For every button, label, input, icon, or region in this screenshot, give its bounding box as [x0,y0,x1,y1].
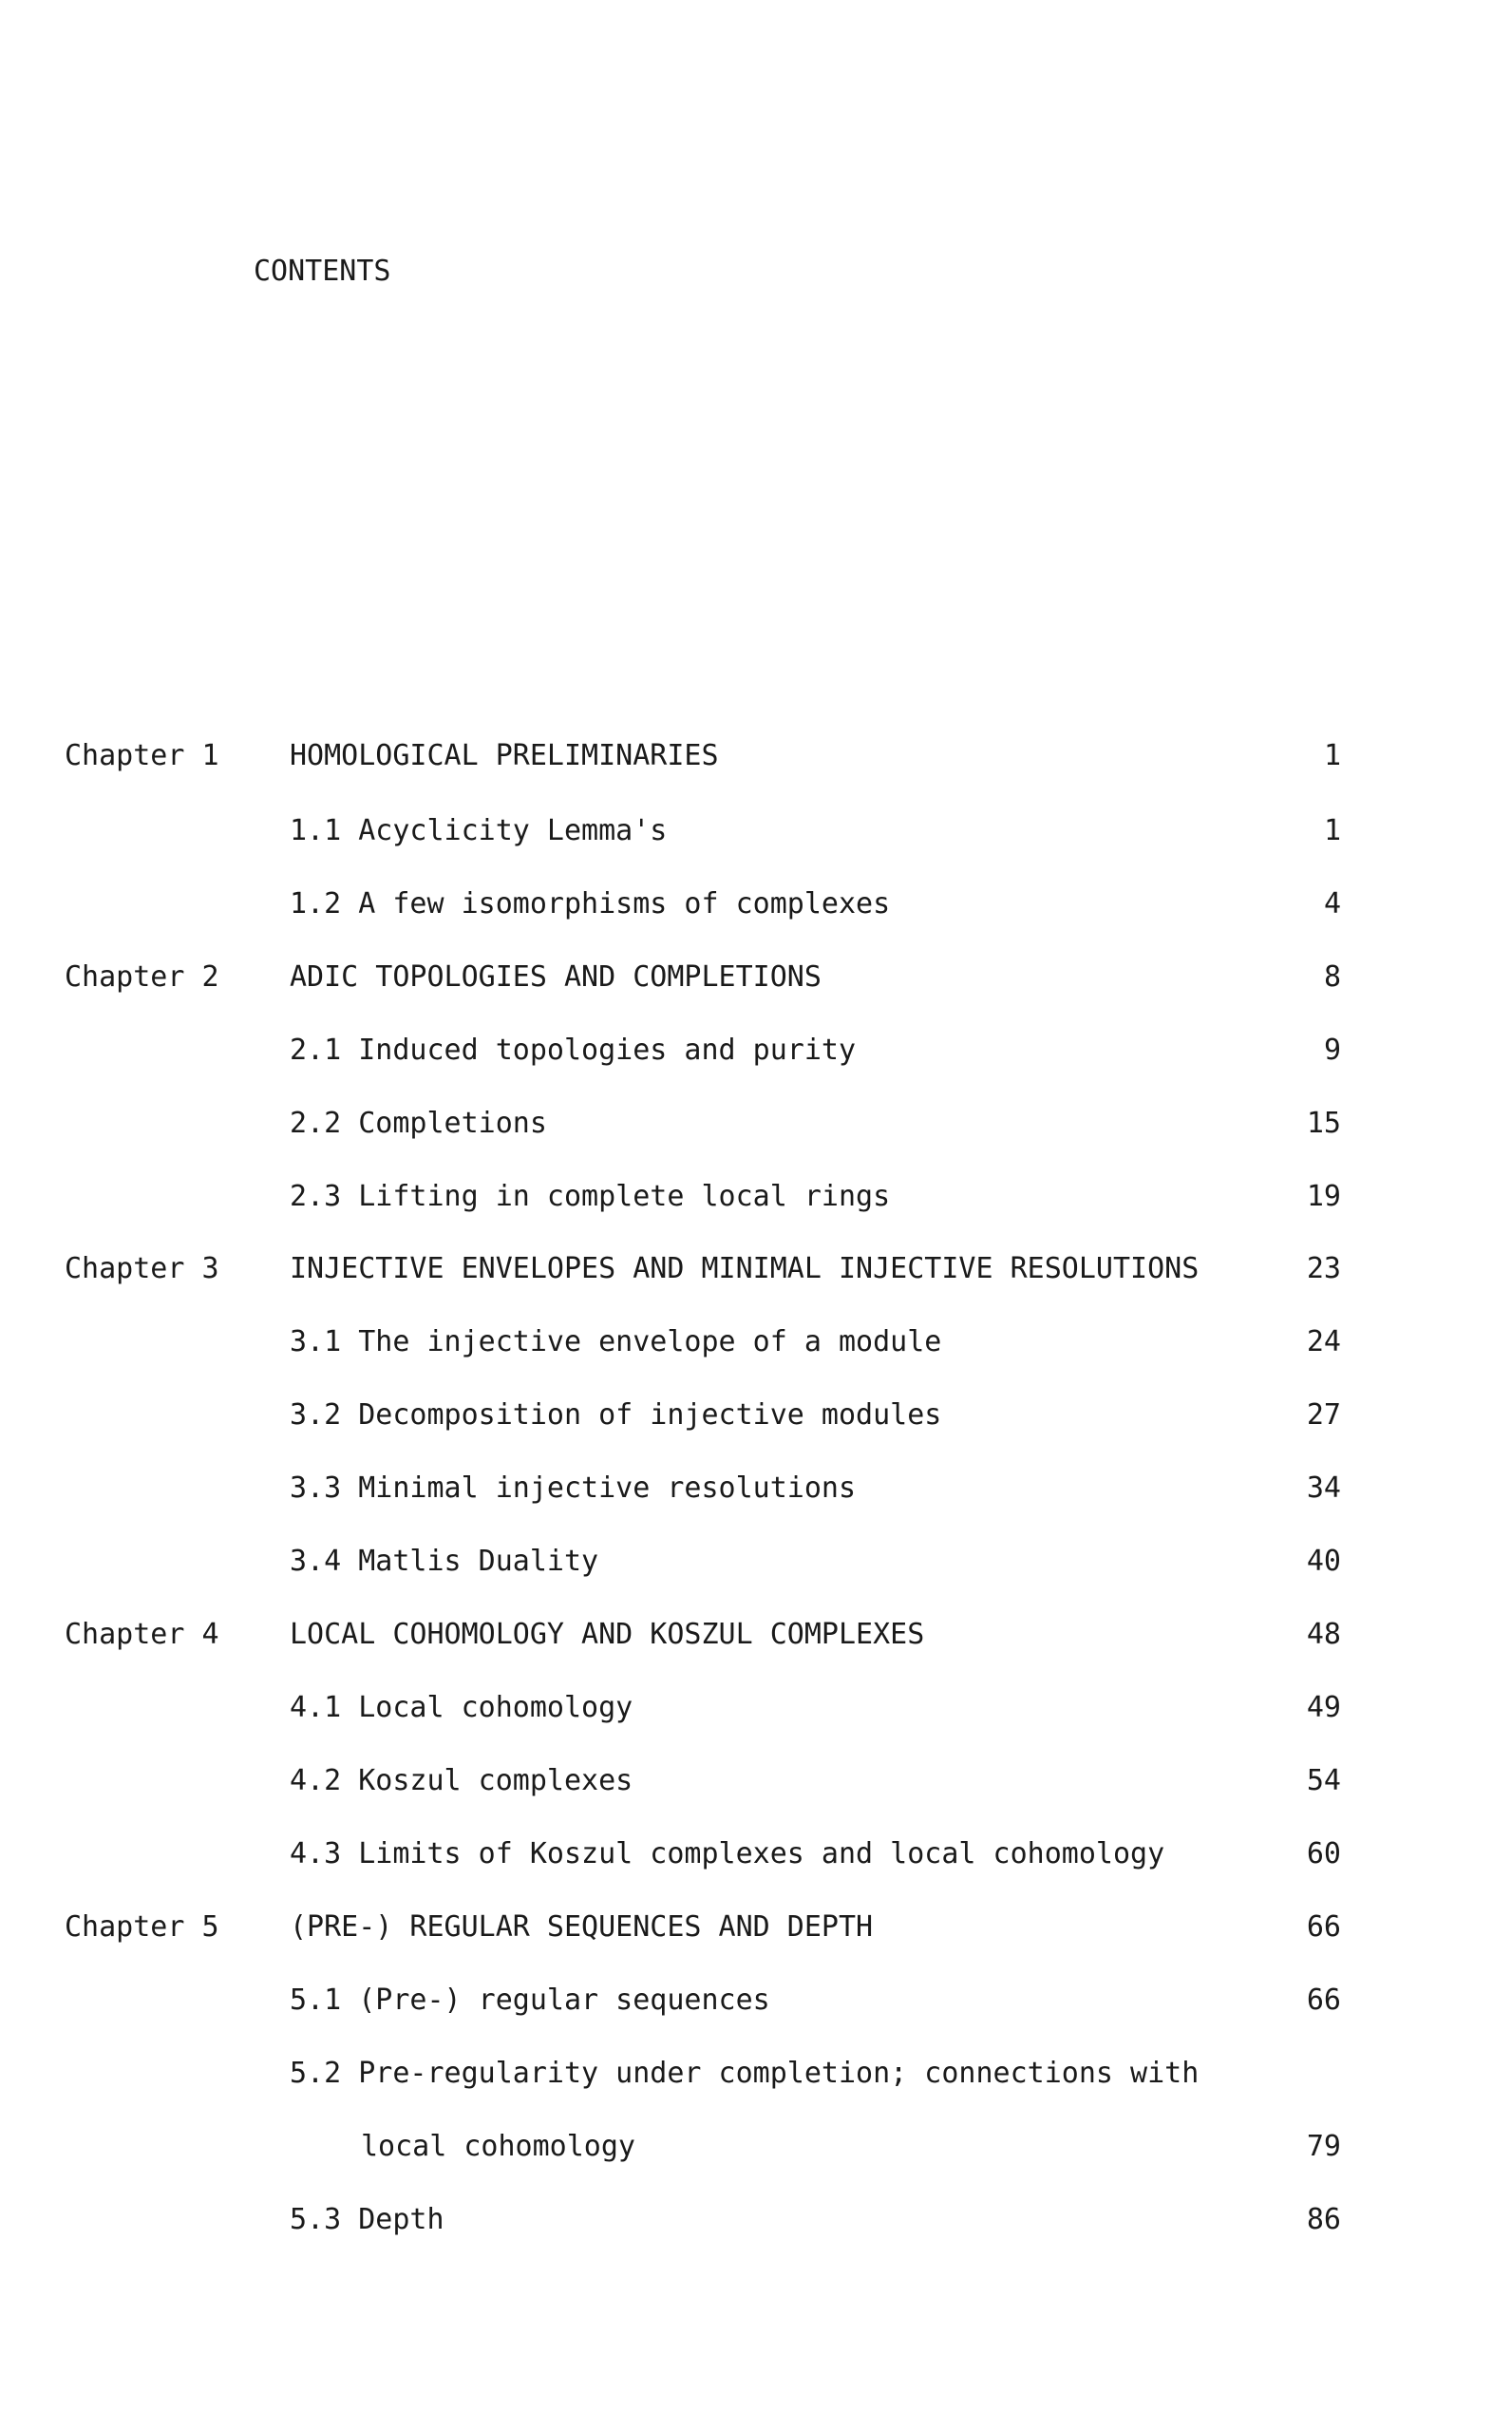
toc-row-section-3-2 [0,1398,1512,1440]
entry-title: 4.2 Koszul complexes [290,1764,633,1797]
entry-page-number: 86 [1306,2203,1341,2236]
entry-title: 3.2 Decomposition of injective modules [290,1398,942,1432]
entry-title: 1.2 A few isomorphisms of complexes [290,887,891,921]
toc-row-chapter-4 [0,1618,1512,1660]
entry-page-number: 23 [1306,1252,1341,1285]
entry-title: 3.4 Matlis Duality [290,1545,599,1578]
page-title: CONTENTS [254,255,391,288]
toc-row-section-1-1 [0,814,1512,856]
toc-row-section-2-1 [0,1034,1512,1075]
entry-page-number: 66 [1306,1984,1341,2017]
toc-row-section-4-1 [0,1691,1512,1733]
toc-row-chapter-5 [0,1910,1512,1952]
toc-row-section-4-3 [0,1837,1512,1879]
entry-page-number: 15 [1306,1107,1341,1140]
toc-row-section-2-2 [0,1107,1512,1149]
entry-title: ADIC TOPOLOGIES AND COMPLETIONS [290,960,822,994]
entry-title: 2.2 Completions [290,1107,547,1140]
entry-page-number: 27 [1306,1398,1341,1432]
toc-row-section-1-2 [0,887,1512,929]
toc-row-section-5-2 [0,2057,1512,2098]
entry-page-number: 1 [1323,739,1341,772]
entry-title: HOMOLOGICAL PRELIMINARIES [290,739,719,772]
chapter-label: Chapter 5 [65,1910,219,1944]
entry-title: 4.1 Local cohomology [290,1691,633,1724]
entry-title: 5.3 Depth [290,2203,444,2236]
entry-title: 4.3 Limits of Koszul complexes and local cohomology [290,1837,1165,1870]
toc-row-section-4-2 [0,1764,1512,1806]
entry-page-number: 24 [1306,1325,1341,1358]
entry-title: (PRE-) REGULAR SEQUENCES AND DEPTH [290,1910,874,1944]
entry-title: 3.1 The injective envelope of a module [290,1325,942,1358]
toc-row-chapter-2 [0,960,1512,1002]
entry-title: 1.1 Acyclicity Lemma's [290,814,668,847]
toc-row-section-3-3 [0,1471,1512,1513]
entry-page-number: 34 [1306,1471,1341,1505]
toc-row-section-3-4 [0,1545,1512,1586]
entry-page-number: 40 [1306,1545,1341,1578]
entry-title: 3.3 Minimal injective resolutions [290,1471,857,1505]
chapter-label: Chapter 2 [65,960,219,994]
chapter-label: Chapter 4 [65,1618,219,1651]
entry-page-number: 48 [1306,1618,1341,1651]
toc-row-chapter-3 [0,1252,1512,1294]
entry-title: LOCAL COHOMOLOGY AND KOSZUL COMPLEXES [290,1618,925,1651]
entry-page-number: 9 [1323,1034,1341,1067]
toc-row-section-5-2-continued [0,2130,1512,2172]
entry-title: 5.1 (Pre-) regular sequences [290,1984,770,2017]
toc-row-chapter-1 [0,739,1512,781]
entry-page-number: 54 [1306,1764,1341,1797]
entry-page-number: 19 [1306,1180,1341,1213]
entry-page-number: 66 [1306,1910,1341,1944]
toc-row-section-5-1 [0,1984,1512,2025]
toc-row-section-5-3 [0,2203,1512,2245]
entry-page-number: 49 [1306,1691,1341,1724]
toc-row-section-2-3 [0,1180,1512,1222]
chapter-label: Chapter 3 [65,1252,219,1285]
toc-row-section-3-1 [0,1325,1512,1367]
entry-title: local cohomology [361,2130,635,2163]
entry-title: 2.3 Lifting in complete local rings [290,1180,891,1213]
entry-page-number: 60 [1306,1837,1341,1870]
chapter-label: Chapter 1 [65,739,219,772]
entry-page-number: 4 [1323,887,1341,921]
entry-page-number: 8 [1323,960,1341,994]
entry-title: 5.2 Pre-regularity under completion; connections with [290,2057,1200,2090]
entry-page-number: 79 [1306,2130,1341,2163]
entry-title: INJECTIVE ENVELOPES AND MINIMAL INJECTIVE RESOLUTIONS [290,1252,1200,1285]
entry-title: 2.1 Induced topologies and purity [290,1034,857,1067]
entry-page-number: 1 [1323,814,1341,847]
